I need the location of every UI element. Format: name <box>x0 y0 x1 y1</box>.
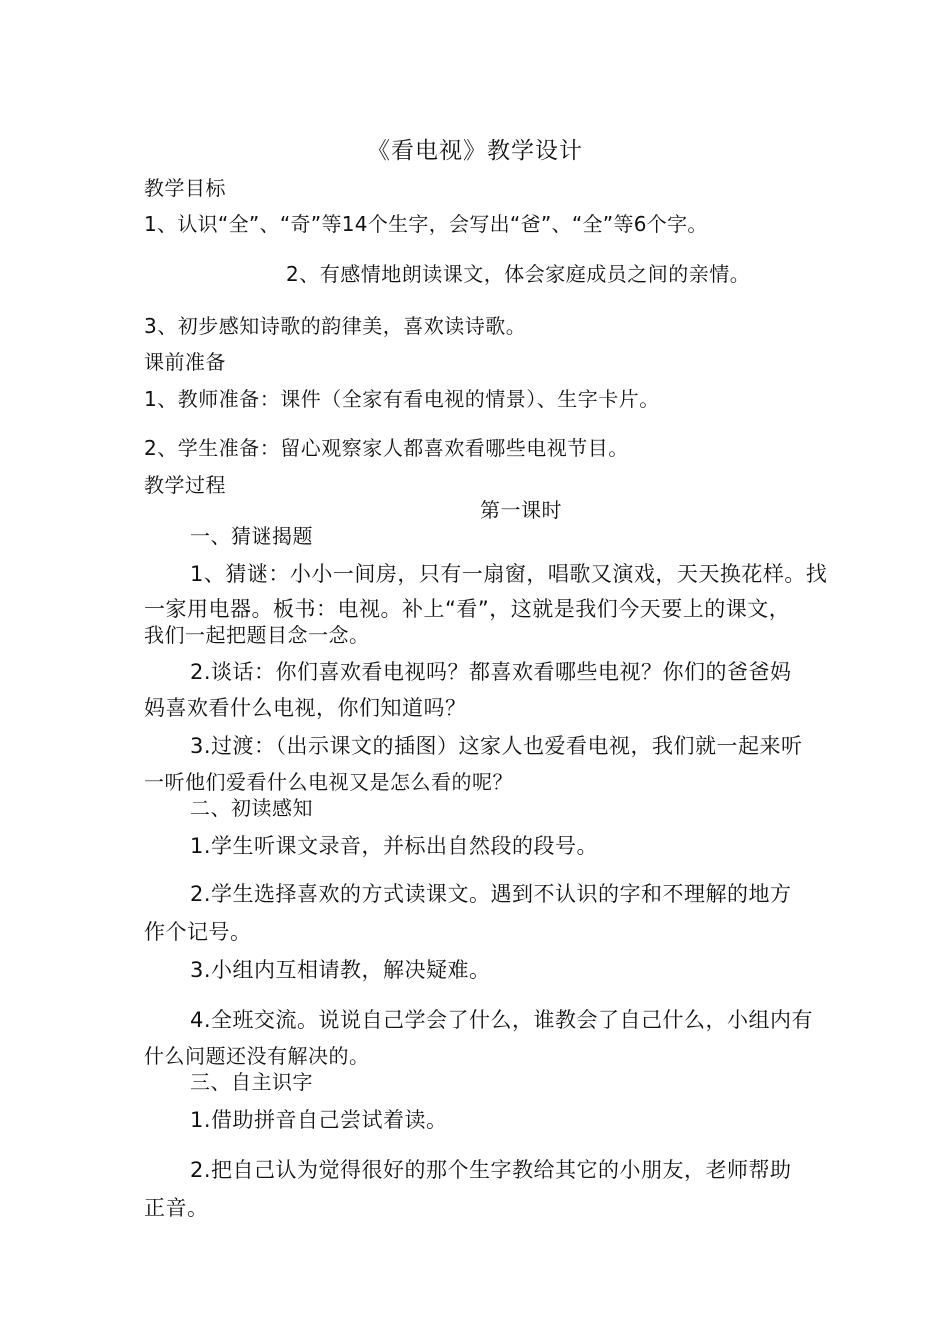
objective-item: 2、有感情地朗读课文，体会家庭成员之间的亲情。 <box>286 262 751 286</box>
paragraph-line: 一听他们爱看什么电视又是怎么看的呢？ <box>144 770 513 794</box>
paragraph-line: 正音。 <box>144 1196 209 1220</box>
paragraph-line: 2.把自己认为觉得很好的那个生字教给其它的小朋友，老师帮助 <box>190 1158 792 1182</box>
paragraph-line: 作个记号。 <box>144 920 252 944</box>
section-heading-process: 教学过程 <box>144 473 226 497</box>
lesson-label: 第一课时 <box>480 498 562 522</box>
section-heading-preparation: 课前准备 <box>144 350 226 374</box>
paragraph-line: 什么问题还没有解决的。 <box>144 1044 370 1068</box>
objective-item: 1、认识“全”、“奇”等14个生字，会写出“爸”、“全”等6个字。 <box>144 212 708 236</box>
preparation-item: 2、学生准备：留心观察家人都喜欢看哪些电视节目。 <box>144 436 629 460</box>
page-title: 《看电视》教学设计 <box>367 138 583 164</box>
paragraph-line: 1、猜谜：小小一间房，只有一扇窗，唱歌又演戏，天天换花样。找 <box>190 562 828 586</box>
paragraph-line: 2.谈话：你们喜欢看电视吗？都喜欢看哪些电视？你们的爸爸妈 <box>190 660 792 684</box>
paragraph-line: 3.小组内互相请教，解决疑难。 <box>190 958 491 982</box>
paragraph-line: 一家用电器。板书：电视。补上“看”，这就是我们今天要上的课文， <box>144 597 791 621</box>
preparation-item: 1、教师准备：课件（全家有看电视的情景）、生字卡片。 <box>144 387 660 411</box>
paragraph-line: 4.全班交流。说说自己学会了什么，谁教会了自己什么，小组内有 <box>190 1008 814 1032</box>
paragraph-line: 1.学生听课文录音，并标出自然段的段号。 <box>190 834 599 858</box>
part-heading: 二、初读感知 <box>190 796 313 820</box>
section-heading-objectives: 教学目标 <box>144 176 226 200</box>
part-heading: 一、猜谜揭题 <box>190 524 313 548</box>
paragraph-line: 1.借助拼音自己尝试着读。 <box>190 1108 448 1132</box>
objective-item: 3、初步感知诗歌的韵律美，喜欢读诗歌。 <box>144 314 527 338</box>
paragraph-line: 我们一起把题目念一念。 <box>144 623 370 647</box>
part-heading: 三、自主识字 <box>190 1070 313 1094</box>
paragraph-line: 妈喜欢看什么电视，你们知道吗？ <box>144 696 467 720</box>
paragraph-line: 2.学生选择喜欢的方式读课文。遇到不认识的字和不理解的地方 <box>190 882 792 906</box>
paragraph-line: 3.过渡：（出示课文的插图）这家人也爱看电视，我们就一起来听 <box>190 734 803 758</box>
